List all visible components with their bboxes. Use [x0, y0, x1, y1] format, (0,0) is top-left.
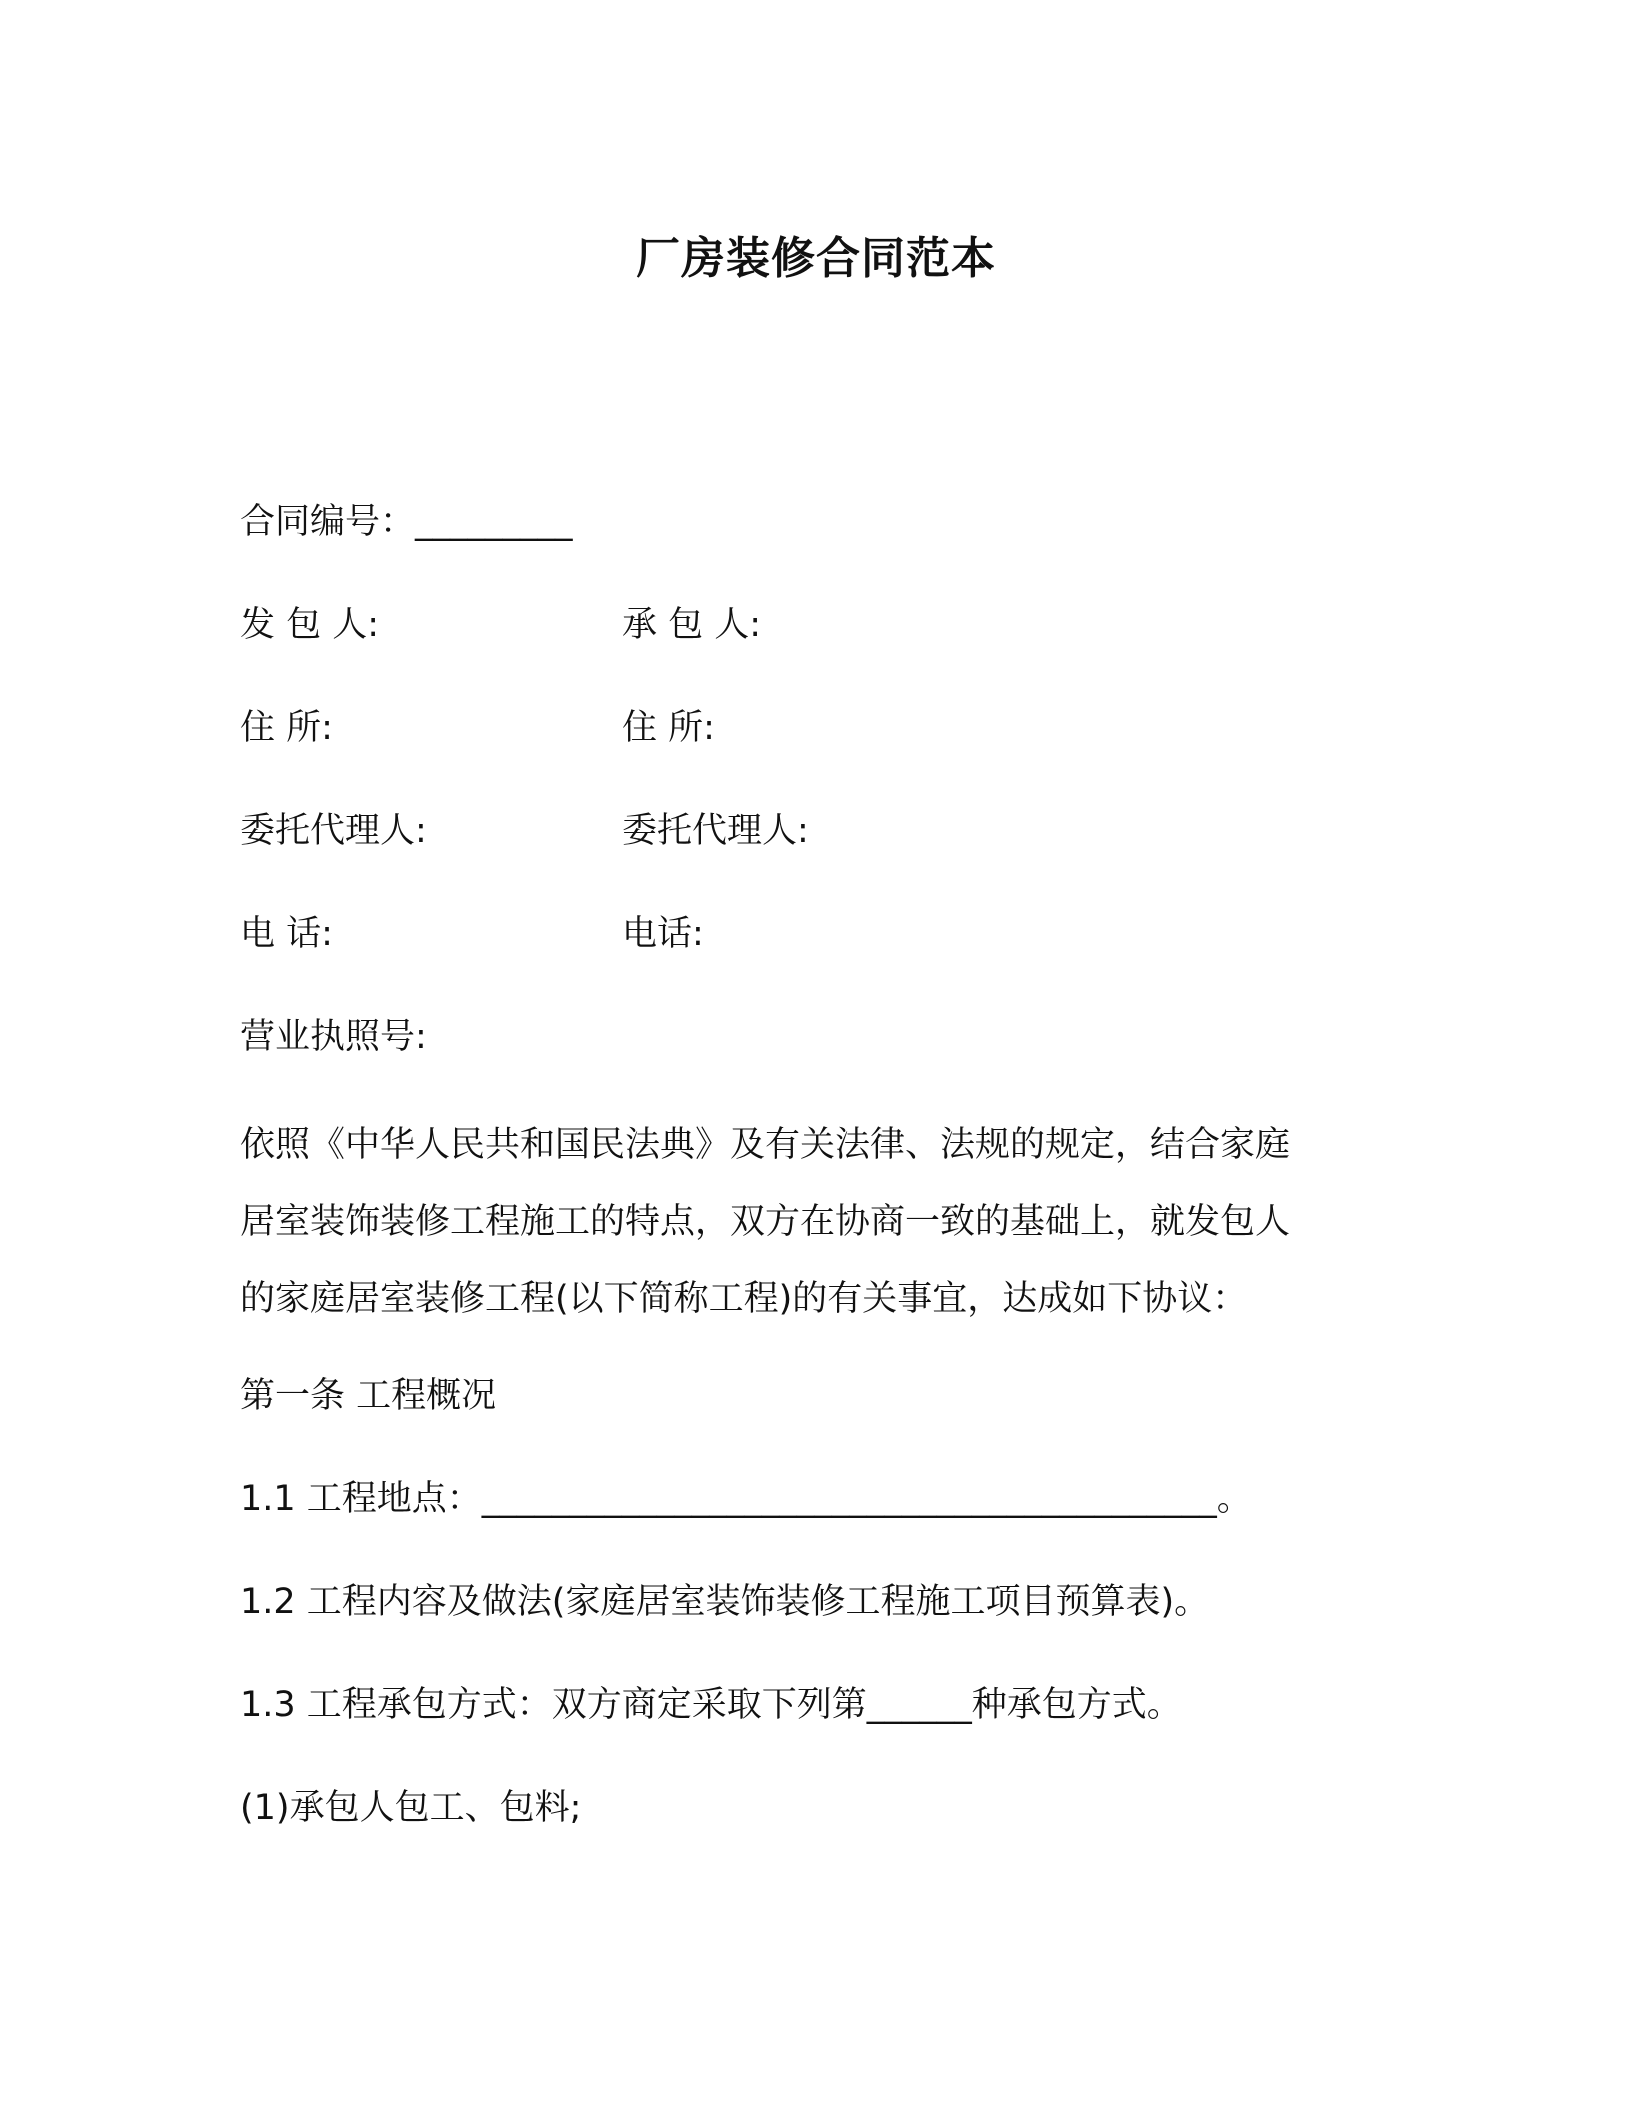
item-1-2: 1.2 工程内容及做法(家庭居室装饰装修工程施工项目预算表)。 [240, 1582, 1210, 1622]
agent-a-label: 委托代理人: [240, 811, 427, 851]
address-a-label: 住 所: [240, 708, 333, 748]
item-1-1: 1.1 工程地点：__________________________________________。 [240, 1479, 1252, 1519]
preamble-paragraph [240, 1107, 1390, 1338]
agent-b-label: 委托代理人: [622, 811, 809, 851]
preamble-line: 的家庭居室装修工程(以下简称工程)的有关事宜，达成如下协议： [240, 1279, 1248, 1319]
phone-a-label: 电 话: [240, 914, 333, 954]
preamble-line: 居室装饰装修工程施工的特点，双方在协商一致的基础上，就发包人 [240, 1202, 1291, 1242]
contract-number-line: 合同编号：_________ [240, 502, 573, 542]
item-1-3: 1.3 工程承包方式：双方商定采取下列第______种承包方式。 [240, 1685, 1182, 1725]
document-title: 厂房装修合同范本 [636, 233, 996, 284]
party-a-label: 发 包 人: [240, 605, 380, 645]
phone-b-label: 电话: [622, 914, 704, 954]
party-b-label: 承 包 人: [622, 605, 762, 645]
address-b-label: 住 所: [622, 708, 715, 748]
preamble-line: 依照《中华人民共和国民法典》及有关法律、法规的规定，结合家庭 [240, 1125, 1291, 1165]
business-license-label: 营业执照号: [240, 1017, 427, 1057]
item-1-3-option-1: (1)承包人包工、包料; [240, 1788, 582, 1828]
article-1-heading: 第一条 工程概况 [240, 1376, 497, 1416]
